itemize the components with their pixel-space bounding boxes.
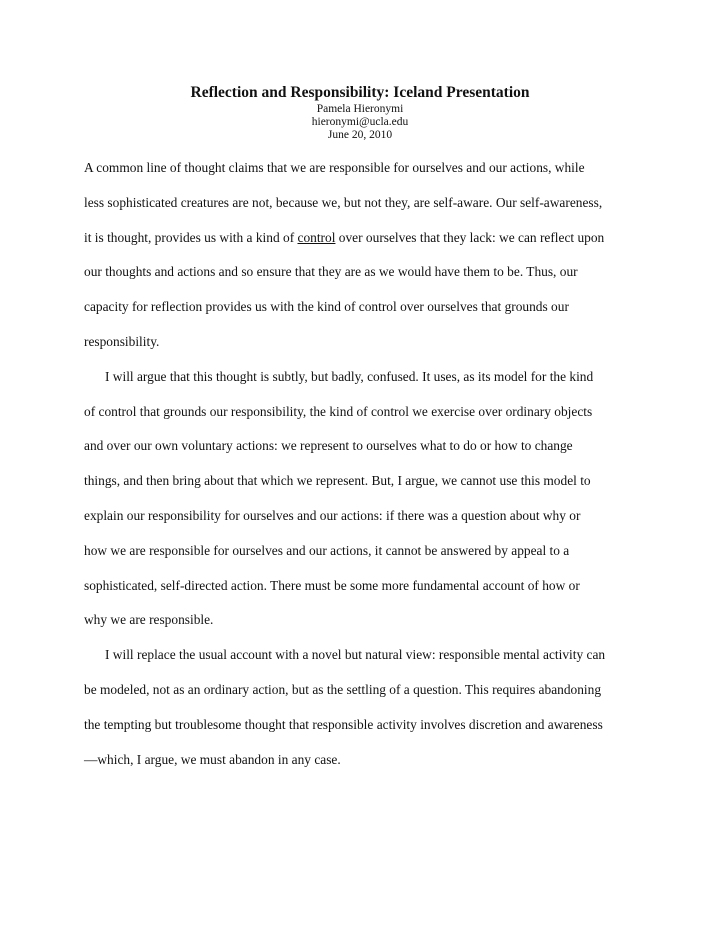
document-title: Reflection and Responsibility: Iceland Presentation (190, 84, 530, 101)
document-body (84, 151, 644, 777)
paragraph-line: how we are responsible for ourselves and our actions, it cannot be answered by appeal to a (84, 542, 570, 558)
author-email: hieronymi@ucla.edu (311, 116, 409, 128)
author-name: Pamela Hieronymi (316, 103, 404, 115)
paragraph-line: why we are responsible. (84, 612, 214, 628)
paragraph-line-with-underline (84, 221, 644, 256)
paragraph-line: A common line of thought claims that we are responsible for ourselves and our actions, while (84, 160, 585, 175)
line-text-before: it is thought, provides us with a kind of (84, 229, 298, 245)
paragraph-3 (84, 638, 644, 777)
document-date: June 20, 2010 (327, 129, 393, 141)
underlined-word-control: control (297, 229, 336, 245)
paragraph-1 (84, 151, 644, 360)
paragraph-line: responsibility. (84, 333, 160, 349)
paragraph-line: our thoughts and actions and so ensure that they are as we would have them to be. Thus, our (84, 264, 578, 280)
paragraph-line: capacity for reflection provides us with the kind of control over ourselves that grounds our (84, 299, 569, 315)
paragraph-line: I will replace the usual account with a novel but natural view: responsible mental activity can (105, 647, 606, 663)
paragraph-line: explain our responsibility for ourselves and our actions: if there was a question about why or (84, 507, 581, 523)
paragraph-2 (84, 360, 644, 638)
paragraph-line: of control that grounds our responsibility, the kind of control we exercise over ordinary objects (84, 403, 593, 419)
paragraph-line: I will argue that this thought is subtly, but badly, confused. It uses, as its model for the kind (105, 368, 594, 384)
paragraph-line: things, and then bring about that which we represent. But, I argue, we cannot use this model to (84, 473, 591, 489)
paragraph-line: sophisticated, self-directed action. There must be some more fundamental account of how or (84, 577, 580, 593)
paragraph-line: —which, I argue, we must abandon in any case. (84, 751, 341, 767)
paragraph-line: and over our own voluntary actions: we represent to ourselves what to do or how to change (84, 438, 573, 454)
paragraph-line: less sophisticated creatures are not, because we, but not they, are self-aware. Our self-awareness, (84, 194, 603, 210)
line-text-after: over ourselves that they lack: we can reflect upon (335, 229, 605, 245)
paragraph-line: the tempting but troublesome thought that responsible activity involves discretion and awareness (84, 716, 603, 732)
paragraph-line: be modeled, not as an ordinary action, but as the settling of a question. This requires abandoning (84, 681, 602, 697)
